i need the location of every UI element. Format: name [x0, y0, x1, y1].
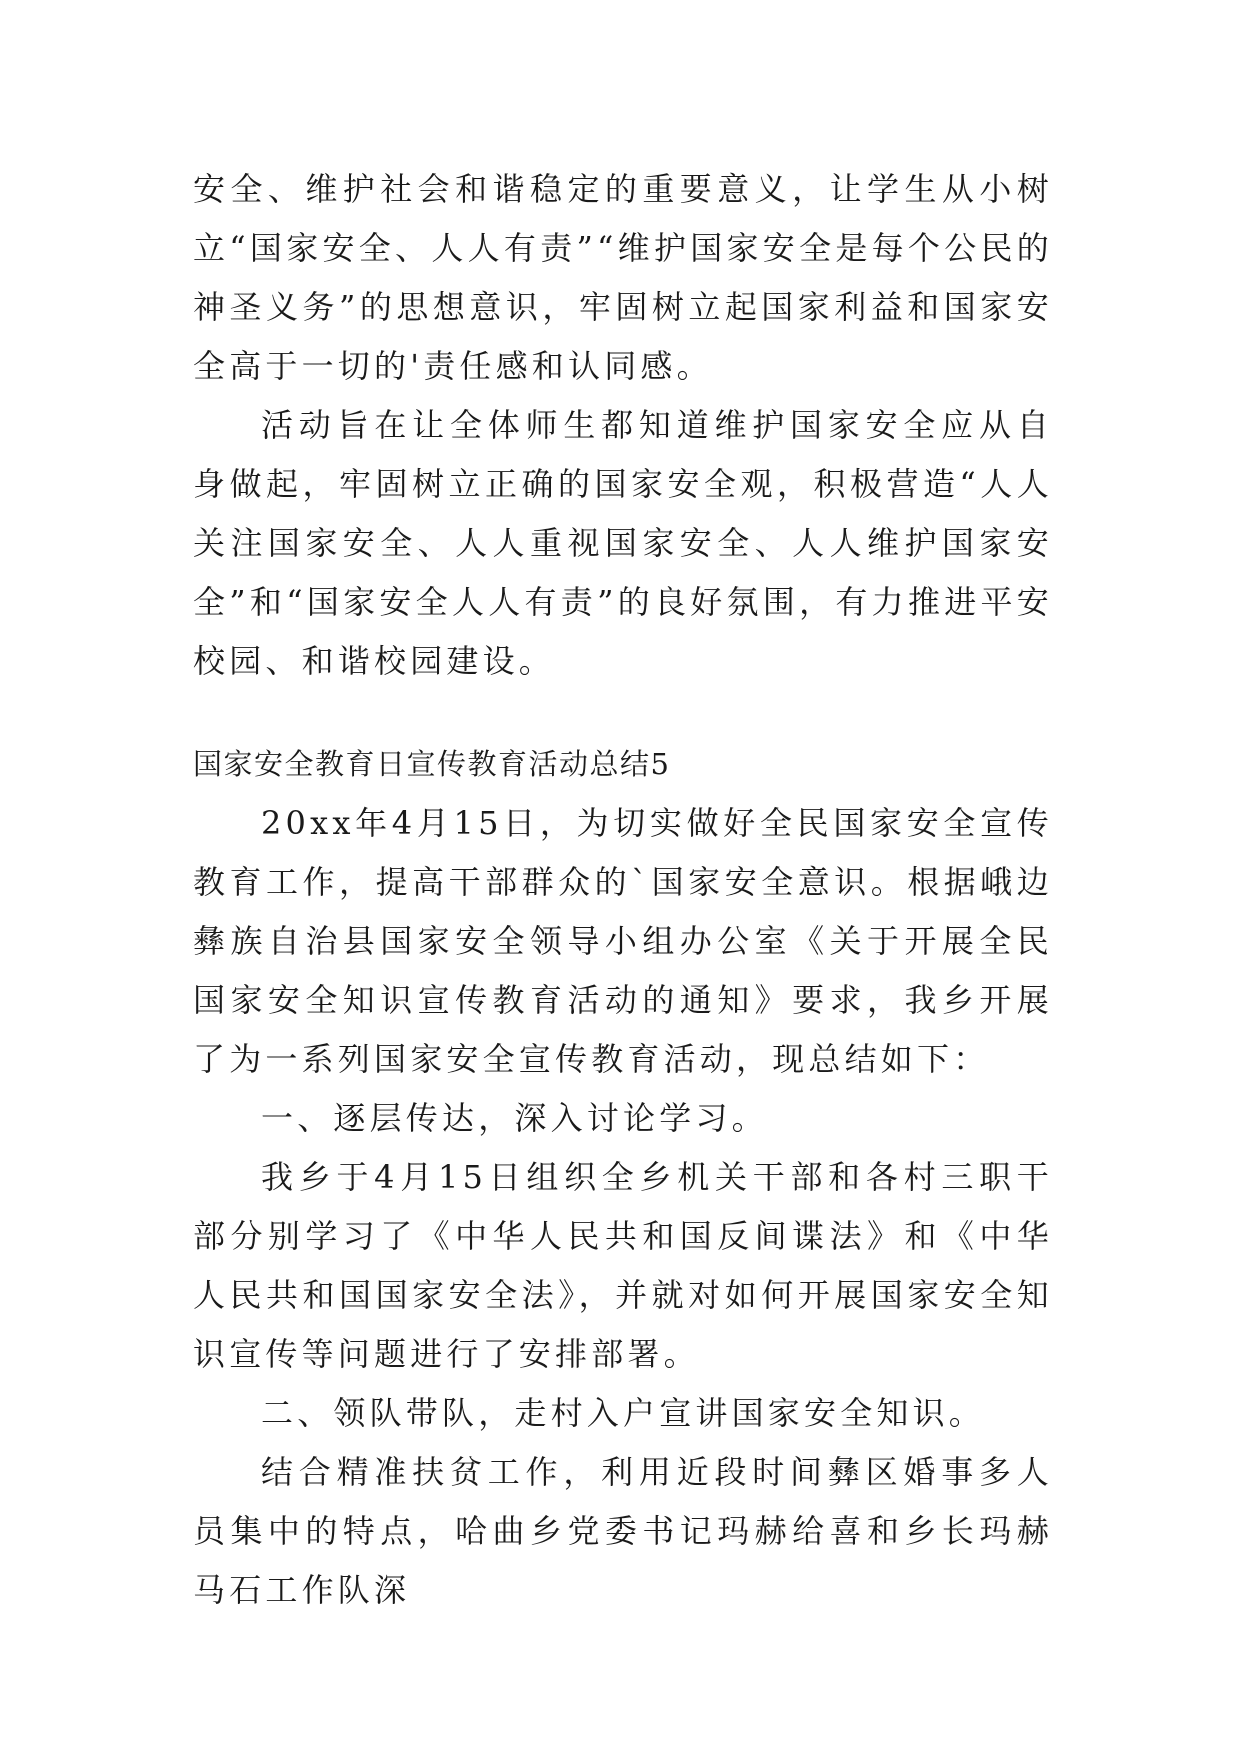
- document-page: [193, 160, 1053, 1620]
- section-heading: 国家安全教育日宣传教育活动总结5: [193, 747, 671, 781]
- paragraph-4: 一、逐层传达，深入讨论学习。: [261, 1099, 768, 1137]
- paragraph-7: 结合精准扶贫工作，利用近段时间彝区婚事多人员集中的特点，哈曲乡党委书记玛赫给喜和乡长玛赫马石工作队深: [193, 1453, 1053, 1609]
- paragraph-3: 20xx年4月15日，为切实做好全民国家安全宣传教育工作，提高干部群众的`国家安全意识。根据峨边彝族自治县国家安全领导小组办公室《关于开展全民国家安全知识宣传教育活动的通知》要求，我乡开展了为一系列国家安全宣传教育活动，现总结如下：: [193, 804, 1053, 1078]
- paragraph-2: 活动旨在让全体师生都知道维护国家安全应从自身做起，牢固树立正确的国家安全观，积极营造“人人关注国家安全、人人重视国家安全、人人维护国家安全”和“国家安全人人有责”的良好氛围，有力推进平安校园、和谐校园建设。: [193, 406, 1053, 680]
- paragraph-1: 安全、维护社会和谐稳定的重要意义，让学生从小树立“国家安全、人人有责”“维护国家安全是每个公民的神圣义务”的思想意识，牢固树立起国家利益和国家安全高于一切的'责任感和认同感。: [193, 170, 1053, 385]
- paragraph-5: 我乡于4月15日组织全乡机关干部和各村三职干部分别学习了《中华人民共和国反间谍法》和《中华人民共和国国家安全法》，并就对如何开展国家安全知识宣传等问题进行了安排部署。: [193, 1158, 1053, 1373]
- paragraph-6: 二、领队带队，走村入户宣讲国家安全知识。: [261, 1394, 986, 1432]
